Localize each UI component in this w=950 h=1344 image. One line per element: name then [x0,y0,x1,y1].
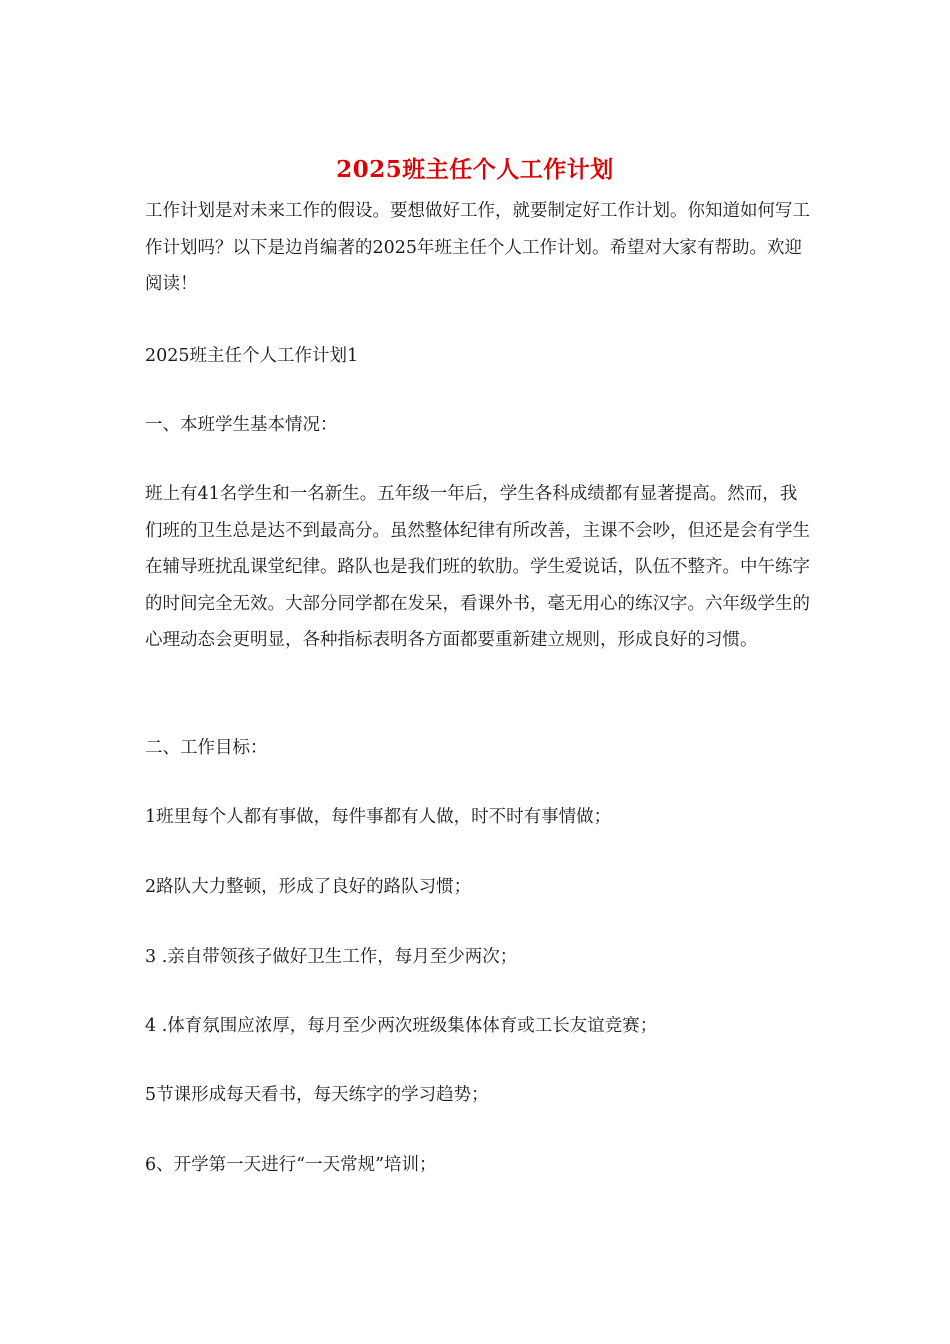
goal-item: 4 .体育氛围应浓厚，每月至少两次班级集体体育或工长友谊竞赛； [145,1016,658,1036]
intro-paragraph: 工作计划是对未来工作的假设。要想做好工作，就要制定好工作计划。你知道如何写工作计划吗？以下是边肖编著的2025年班主任个人工作计划。希望对大家有帮助。欢迎阅读！ [145,201,810,294]
plan-subheading: 2025班主任个人工作计划1 [145,346,359,366]
section-heading-basic-situation: 一、本班学生基本情况： [145,415,338,435]
goal-item: 1班里每个人都有事做，每件事都有人做，时不时有事情做； [145,807,612,827]
goal-item: 6、开学第一天进行“一天常规”培训； [145,1155,437,1175]
document-title: 2025班主任个人工作计划 [336,156,614,183]
goal-item: 2路队大力整顿，形成了良好的路队习惯； [145,877,472,897]
situation-paragraph: 班上有41名学生和一名新生。五年级一年后，学生各科成绩都有显著提高。然而，我们班的卫生总是达不到最高分。虽然整体纪律有所改善，主课不会吵，但还是会有学生在辅导班扰乱课堂纪律。路队也是我们班的软肋。学生爱说话，队伍不整齐。中午练字的时间完全无效。大部分同学都在发呆，看课外书，毫无用心的练汉字。六年级学生的心理动态会更明显，各种指标表明各方面都要重新建立规则，形成良好的习惯。 [145,484,810,650]
goal-item: 3 .亲自带领孩子做好卫生工作，每月至少两次； [145,947,518,967]
goal-item: 5节课形成每天看书，每天练字的学习趋势； [145,1085,489,1105]
section-heading-work-goals: 二、工作目标： [145,738,268,758]
